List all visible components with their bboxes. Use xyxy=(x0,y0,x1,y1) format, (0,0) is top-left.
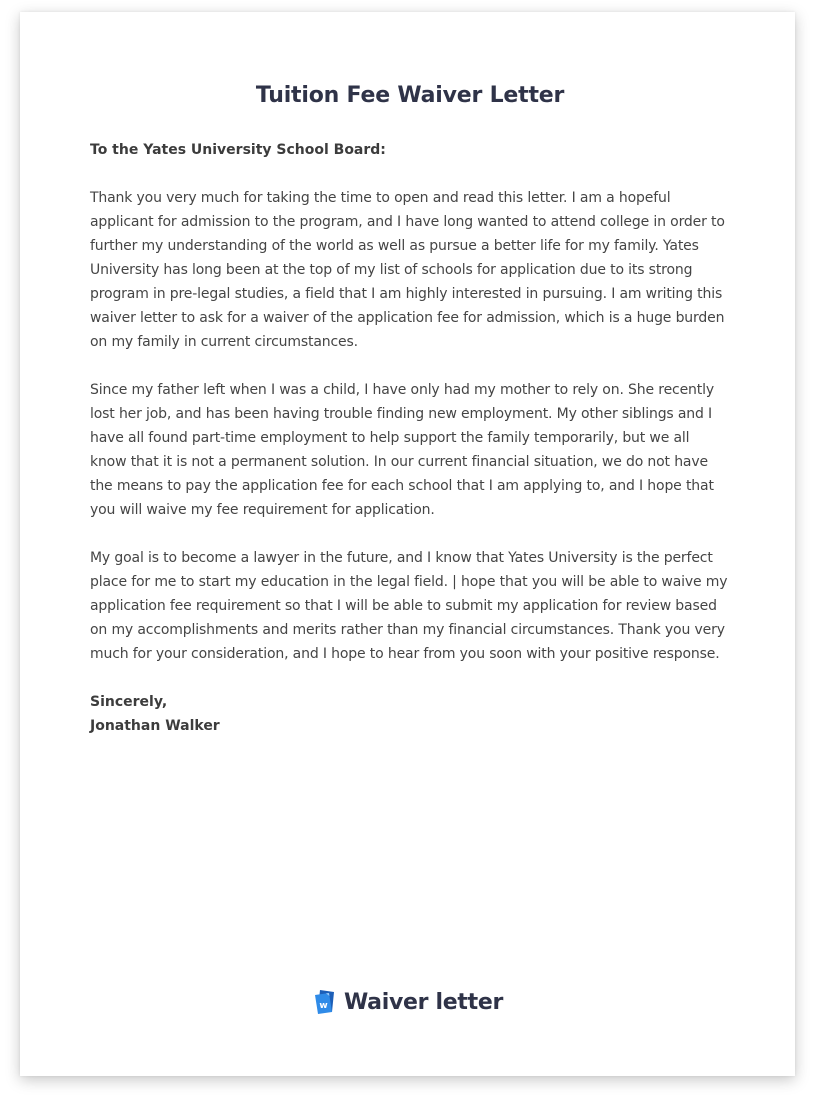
letter-sheet xyxy=(20,12,795,1076)
document-w-icon xyxy=(312,988,338,1016)
signature-name: Jonathan Walker xyxy=(90,718,220,734)
body-paragraph-2: Since my father left when I was a child, I have only had my mother to rely on. She recently lost her job, and has been having trouble finding new employment. My other siblings and I have all found part-time employment to help support the family temporarily, but we all know that it is not a permanent solution. In our current financial situation, we do not have the means to pay the application fee for each school that I am applying to, and I hope that you will waive my fee requirement for application. xyxy=(90,382,714,518)
letter-content xyxy=(90,80,730,738)
closing-block xyxy=(90,690,730,738)
brand-logo xyxy=(20,988,795,1016)
svg-text:w: w xyxy=(319,1001,328,1011)
letter-title: Tuition Fee Waiver Letter xyxy=(255,83,565,108)
brand-name: Waiver letter xyxy=(343,989,503,1015)
body-paragraph-1: Thank you very much for taking the time to open and read this letter. I am a hopeful applicant for admission to the program, and I have long wanted to attend college in order to further my understanding of the world as well as pursue a better life for my family. Yates University has long been at the top of my list of schools for application due to its strong program in pre-legal studies, a field that I am highly interested in pursuing. I am writing this waiver letter to ask for a waiver of the application fee for admission, which is a huge burden on my family in current circumstances. xyxy=(90,190,725,350)
salutation: To the Yates University School Board: xyxy=(90,142,386,158)
body-paragraph-3: My goal is to become a lawyer in the future, and I know that Yates University is the perfect place for me to start my education in the legal field. | hope that you will be able to waive my application fee requirement so that I will be able to submit my application for review based on my accomplishments and merits rather than my financial circumstances. Thank you very much for your consideration, and I hope to hear from you soon with your positive response. xyxy=(90,550,728,662)
closing-line: Sincerely, xyxy=(90,694,168,710)
